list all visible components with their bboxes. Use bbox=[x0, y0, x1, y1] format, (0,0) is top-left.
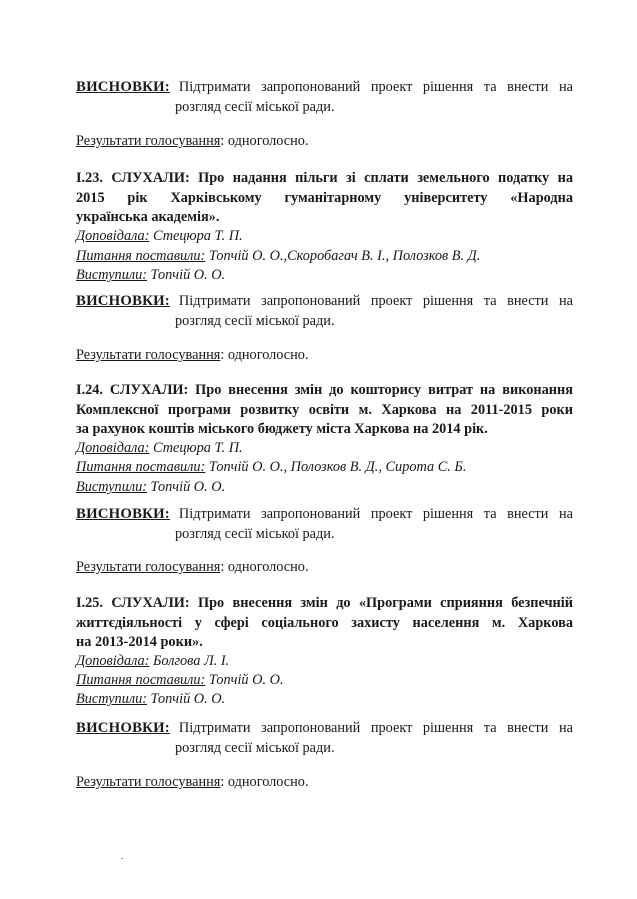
conclusion-block bbox=[76, 505, 573, 544]
speaker-name: Стецюра Т. П. bbox=[149, 440, 243, 456]
speakers-names: Топчій О. О. bbox=[146, 691, 226, 707]
conclusion-text: розгляд сесії міської ради. bbox=[175, 312, 335, 329]
questions-label: Питання поставили: bbox=[76, 672, 206, 688]
heading-line: І.23. СЛУХАЛИ: Про надання пільги зі сплати земельного податку на bbox=[76, 170, 573, 186]
heard-heading bbox=[76, 381, 573, 440]
questions-label: Питання поставили: bbox=[76, 248, 206, 264]
vote-label: Результати голосування bbox=[76, 559, 221, 575]
questions-names: Топчій О. О., Полозков В. Д., Сирота С. Б. bbox=[205, 459, 467, 475]
vote-result bbox=[76, 558, 573, 578]
speaker-name: Стецюра Т. П. bbox=[149, 228, 243, 244]
vote-value: : одноголосно. bbox=[220, 774, 309, 790]
speakers-line bbox=[76, 690, 573, 710]
conclusions-label: ВИСНОВКИ: bbox=[76, 720, 170, 736]
speakers-label: Виступили: bbox=[76, 267, 147, 283]
questions-names: Топчій О. О.,Скоробагач В. І., Полозков В. Д. bbox=[205, 248, 481, 264]
speakers-label: Виступили: bbox=[76, 691, 147, 707]
speaker-name: Болгова Л. І. bbox=[149, 653, 230, 669]
conclusions-label: ВИСНОВКИ: bbox=[76, 293, 170, 309]
conclusion-text: розгляд сесії міської ради. bbox=[175, 739, 335, 756]
speakers-line bbox=[76, 478, 573, 498]
speakers-names: Топчій О. О. bbox=[146, 479, 226, 495]
speaker-label: Доповідала: bbox=[76, 228, 150, 244]
heard-heading bbox=[76, 169, 573, 228]
conclusion-block bbox=[76, 292, 573, 331]
vote-value: : одноголосно. bbox=[220, 133, 309, 149]
questions-line bbox=[76, 671, 573, 691]
vote-result bbox=[76, 773, 573, 793]
vote-value: : одноголосно. bbox=[220, 559, 309, 575]
vote-result bbox=[76, 132, 573, 152]
conclusion-text: Підтримати запропонований проект рішення та внести на bbox=[178, 79, 573, 95]
speaker-label: Доповідала: bbox=[76, 653, 150, 669]
speakers-label: Виступили: bbox=[76, 479, 147, 495]
speaker-line bbox=[76, 227, 573, 247]
heading-line: українська академія». bbox=[76, 209, 220, 225]
speaker-line bbox=[76, 439, 573, 459]
conclusion-text: розгляд сесії міської ради. bbox=[175, 98, 335, 115]
conclusion-text: Підтримати запропонований проект рішення та внести на bbox=[178, 293, 573, 309]
questions-label: Питання поставили: bbox=[76, 459, 206, 475]
conclusion-text: розгляд сесії міської ради. bbox=[175, 525, 335, 542]
conclusion-text: Підтримати запропонований проект рішення та внести на bbox=[178, 506, 573, 522]
speaker-label: Доповідала: bbox=[76, 440, 150, 456]
conclusions-label: ВИСНОВКИ: bbox=[76, 79, 170, 95]
heard-heading bbox=[76, 594, 573, 653]
questions-line bbox=[76, 458, 573, 478]
questions-names: Топчій О. О. bbox=[205, 672, 284, 688]
vote-label: Результати голосування bbox=[76, 774, 221, 790]
questions-line bbox=[76, 247, 573, 267]
speaker-line bbox=[76, 652, 573, 672]
speakers-line bbox=[76, 266, 573, 286]
conclusion-text: Підтримати запропонований проект рішення та внести на bbox=[178, 720, 573, 736]
heading-line: 2015 рік Харківському гуманітарному університету «Народна bbox=[76, 189, 573, 206]
scan-speck bbox=[121, 858, 123, 859]
heading-line: за рахунок коштів міського бюджету міста Харкова на 2014 рік. bbox=[76, 421, 488, 437]
conclusion-block bbox=[76, 78, 573, 117]
heading-line: І.25. СЛУХАЛИ: Про внесення змін до «Програми сприяння безпечній bbox=[76, 595, 573, 611]
vote-result bbox=[76, 346, 573, 366]
heading-line: життєдіяльності у сфері соціального захисту населення м. Харкова bbox=[76, 614, 573, 631]
heading-line: Комплексної програми розвитку освіти м. Харкова на 2011-2015 роки bbox=[76, 401, 573, 418]
conclusions-label: ВИСНОВКИ: bbox=[76, 506, 170, 522]
speakers-names: Топчій О. О. bbox=[146, 267, 226, 283]
vote-label: Результати голосування bbox=[76, 347, 221, 363]
vote-label: Результати голосування bbox=[76, 133, 221, 149]
heading-line: І.24. СЛУХАЛИ: Про внесення змін до кошторису витрат на виконання bbox=[76, 382, 573, 398]
conclusion-block bbox=[76, 719, 573, 758]
vote-value: : одноголосно. bbox=[220, 347, 309, 363]
heading-line: на 2013-2014 роки». bbox=[76, 634, 203, 650]
